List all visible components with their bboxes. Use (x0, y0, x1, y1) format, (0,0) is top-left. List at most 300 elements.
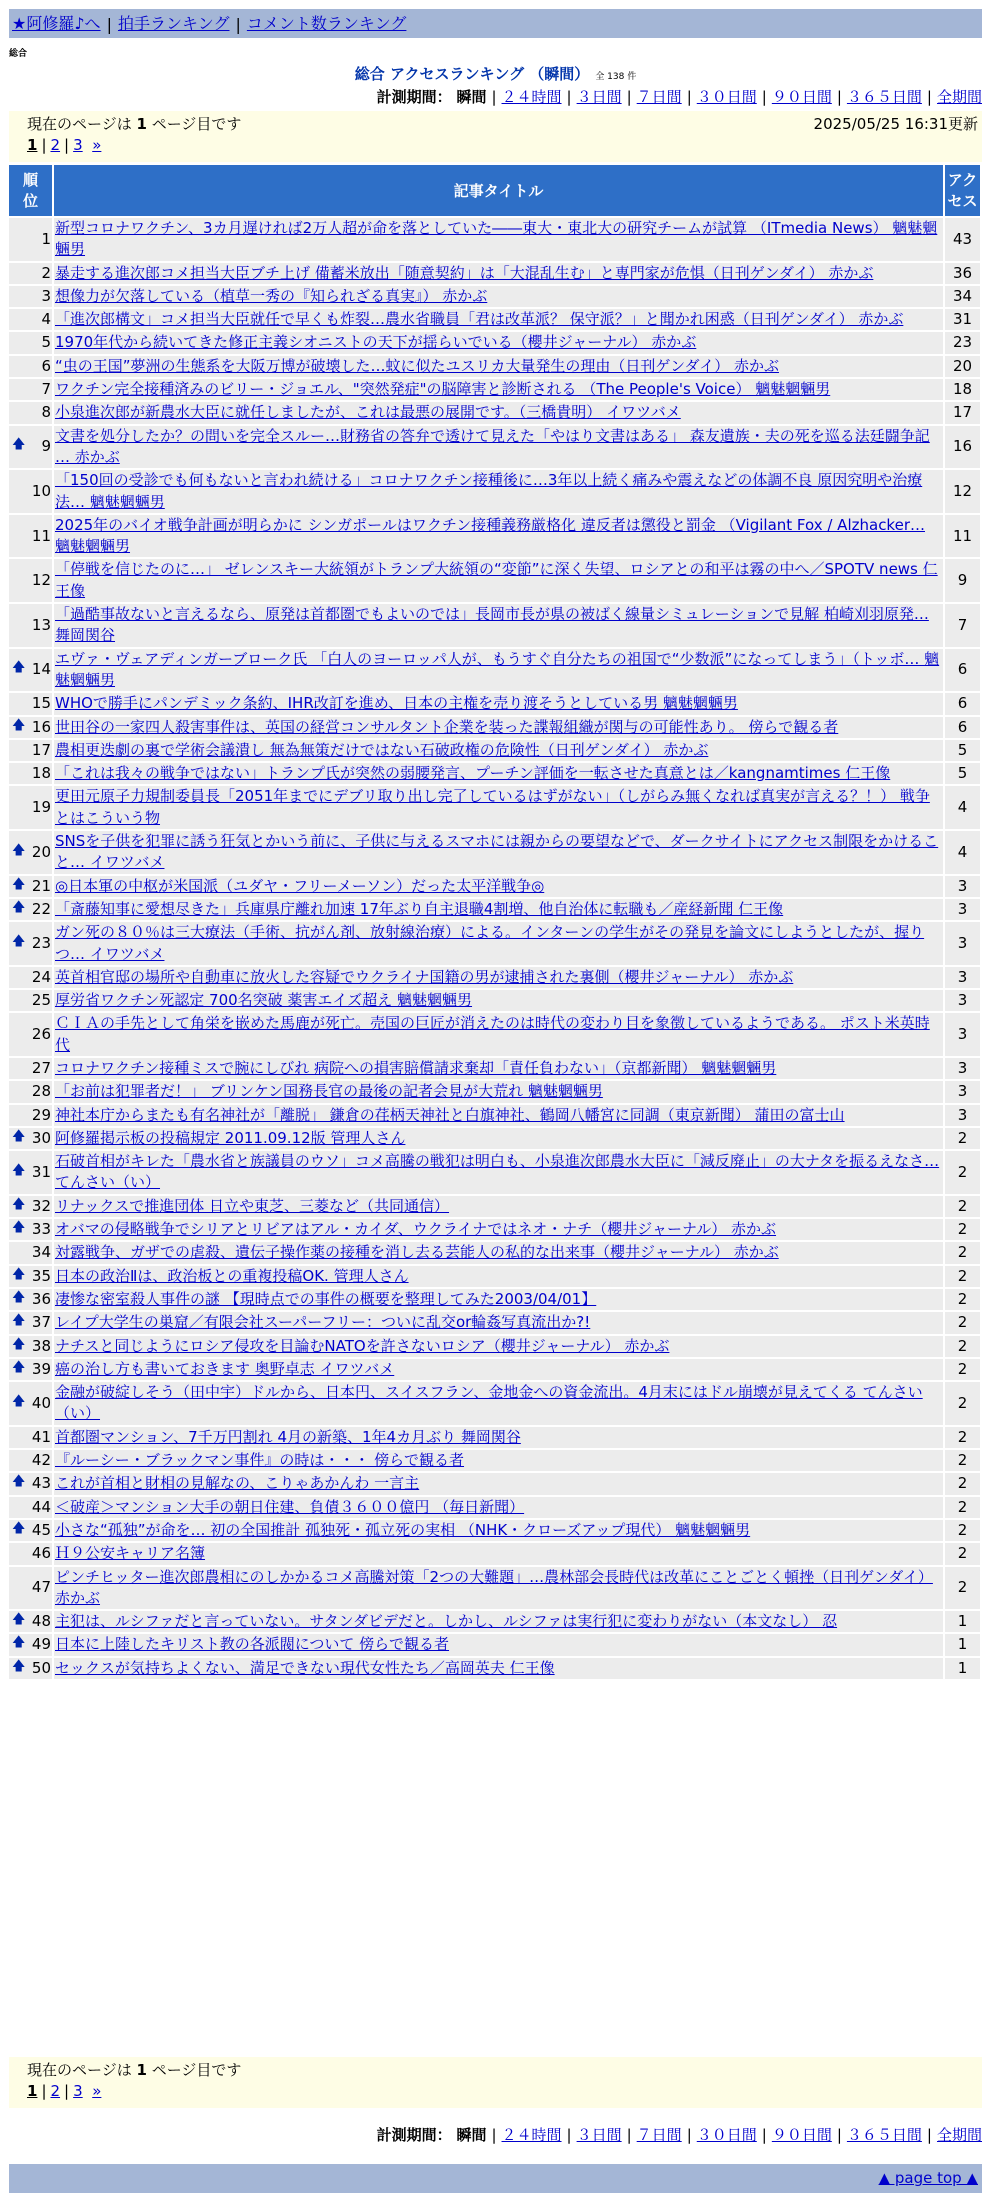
access-count: 2 (945, 1359, 982, 1382)
rank-number: 7 (41, 380, 51, 399)
rank-number: 50 (31, 1658, 51, 1677)
article-link[interactable]: 1970年代から続いてきた修正主義シオニストの天下が揺らいでいる（櫻井ジャーナル） 赤かぶ (55, 333, 697, 352)
rank-number: 3 (41, 286, 51, 305)
rank-number: 13 (31, 615, 51, 634)
title-cell (54, 763, 945, 786)
access-count: 2 (945, 1520, 982, 1543)
table-row (9, 1105, 982, 1128)
rank-number: 19 (31, 798, 51, 817)
article-link[interactable]: 「これは我々の戦争ではない」トランプ氏が突然の弱腰発言、プーチン評価を一転させた真意とは／kangnamtimes 仁王像 (55, 764, 891, 783)
access-count: 2 (945, 1567, 982, 1612)
article-link[interactable]: 2025年のバイオ戦争計画が明らかに シンガポールはワクチン接種義務厳格化 違反者は懲役と罰金 （Vigilant Fox / Alzhacker… 魑魅魍魎男 (55, 515, 925, 556)
title-cell (54, 1266, 945, 1289)
rank-number: 8 (41, 403, 51, 422)
table-row (9, 470, 982, 515)
rank-number: 17 (31, 740, 51, 759)
nav-link-applause-ranking[interactable]: 拍手ランキング (117, 14, 230, 33)
rank-cell (9, 1473, 54, 1496)
title-cell (54, 922, 945, 967)
access-count: 17 (945, 402, 982, 425)
rank-cell (9, 1567, 54, 1612)
article-link[interactable]: 「お前は犯罪者だ！」 ブリンケン国務長官の最後の記者会見が大荒れ 魑魅魍魎男 (55, 1082, 603, 1101)
rank-number: 35 (31, 1266, 51, 1285)
rank-cell (9, 515, 54, 560)
article-link[interactable]: 世田谷の一家四人殺害事件は、英国の経営コンサルタント企業を装った諜報組織が関与の可能性あり。 傍らで観る者 (55, 717, 839, 736)
article-link[interactable]: 「150回の受診でも何もないと言われ続ける」コロナワクチン接種後に…3年以上続く痛みや震えなどの体調不良 原因究明や治療法… 魑魅魍魎男 (55, 471, 923, 511)
title-cell (54, 1058, 945, 1081)
article-link[interactable]: ワクチン完全接種済みのビリー・ジョエル、"突然発症"の脳障害と診断される （The People's Voice） 魑魅魍魎男 (55, 380, 831, 399)
pager-page-3[interactable]: 3 (73, 136, 83, 154)
article-link[interactable]: 小泉進次郎が新農水大臣に就任しましたが、これは最悪の展開です。（三橋貴明） イワツバメ (55, 403, 681, 422)
pager-page-2[interactable]: 2 (50, 2082, 61, 2100)
pager-current: 1 (27, 136, 38, 154)
title-cell (54, 1219, 945, 1242)
table-row (9, 922, 982, 967)
article-link[interactable]: Ｈ９公安キャリア名簿 (55, 1544, 206, 1563)
period-current: 瞬間 (456, 88, 487, 106)
header-access: アクセス (945, 165, 982, 218)
up-arrow-icon: 🡅 (12, 1635, 26, 1651)
rank-number: 2 (41, 263, 51, 282)
rank-cell (9, 1382, 54, 1427)
rank-cell (9, 740, 54, 763)
article-link[interactable]: SNSを子供を犯罪に誘う狂気とかいう前に、子供に与えるスマホには親からの要望などで、ダークサイトにアクセス制限をかけること… イワツバメ (55, 832, 939, 872)
updated-time: 2025/05/25 16:31更新 (813, 115, 978, 133)
title-cell (54, 1634, 945, 1657)
period-90d[interactable]: ９０日間 (771, 2126, 832, 2144)
rank-number: 10 (31, 481, 51, 500)
article-link[interactable]: 小さな“孤独”が命を… 初の全国推計 孤独死・孤立死の実相 （NHK・クローズアップ現代） 魑魅魍魎男 (55, 1520, 751, 1539)
article-link[interactable]: 日本の政治Ⅱは、政治板との重複投稿OK. 管理人さん (55, 1266, 409, 1285)
table-row (9, 1196, 982, 1219)
top-nav: ★阿修羅♪へ | 拍手ランキング | コメント数ランキング (9, 9, 982, 38)
article-link[interactable]: WHOで勝手にパンデミック条約、IHR改訂を進め、日本の主権を売り渡そうとしている男 魑魅魍魎男 (55, 694, 738, 713)
article-link[interactable]: 新型コロナワクチン、3カ月遅ければ2万人超が命を落としていた――東大・東北大の研究チームが試算 （ITmedia News） 魑魅魍魎男 (55, 219, 938, 259)
title-cell (54, 1427, 945, 1450)
rank-number: 46 (31, 1544, 51, 1563)
access-count: 2 (945, 1128, 982, 1151)
table-row (9, 286, 982, 309)
rank-number: 30 (31, 1128, 51, 1147)
article-link[interactable]: 「停戦を信じたのに…」 ゼレンスキー大統領がトランプ大統領の“変節”に深く失望、ロシアとの和平は霧の中へ／SPOTV news 仁王像 (55, 560, 938, 600)
table-row (9, 309, 982, 332)
rank-number: 37 (31, 1313, 51, 1332)
rank-number: 33 (31, 1220, 51, 1239)
table-row (9, 1242, 982, 1265)
access-count: 36 (945, 263, 982, 286)
rank-cell (9, 899, 54, 922)
table-row (9, 1289, 982, 1312)
access-count: 2 (945, 1196, 982, 1219)
up-arrow-icon: 🡅 (12, 1266, 26, 1282)
article-link[interactable]: ◎日本軍の中枢が米国派（ユダヤ・フリーメーソン）だった太平洋戦争◎ (55, 876, 545, 895)
rank-number: 15 (31, 694, 51, 713)
rank-number: 9 (41, 437, 51, 456)
page-top-link[interactable]: ▲ page top ▲ (878, 2169, 978, 2187)
access-count: 3 (945, 967, 982, 990)
up-arrow-icon: 🡅 (12, 1162, 26, 1178)
title-cell (54, 286, 945, 309)
period-3d[interactable]: ３日間 (576, 88, 622, 106)
access-count: 1 (945, 1634, 982, 1657)
table-row (9, 604, 982, 649)
category-tag: 総合 (9, 49, 28, 59)
table-row (9, 1151, 982, 1196)
rank-cell (9, 1151, 54, 1196)
table-row (9, 1543, 982, 1566)
period-all[interactable]: 全期間 (936, 88, 982, 106)
title-cell (54, 876, 945, 899)
article-link[interactable]: 「過酷事故ないと言えるなら、原発は首都圏でもよいのでは」長岡市長が県の被ばく線量シミュレーションで見解 柏崎刈羽原発… 舞岡関谷 (55, 605, 929, 645)
rank-cell (9, 470, 54, 515)
table-row (9, 831, 982, 876)
article-link[interactable]: レイプ大学生の巣窟／有限会社スーパーフリー：ついに乱交or輪姦写真流出か?! (55, 1313, 591, 1332)
table-row (9, 649, 982, 694)
rank-number: 48 (31, 1612, 51, 1631)
article-link[interactable]: 石破首相がキレた「農水省と族議員のウソ」コメ高騰の戦犯は明白も、小泉進次郎農水大臣に「減反廃止」の大ナタを振るえなさ… てんさい（い） (55, 1152, 940, 1192)
up-arrow-icon: 🡅 (12, 1289, 26, 1305)
table-row (9, 1427, 982, 1450)
rank-number: 23 (31, 933, 51, 952)
rank-number: 47 (31, 1578, 51, 1597)
access-count: 3 (945, 876, 982, 899)
rank-cell (9, 1336, 54, 1359)
access-count: 2 (945, 1382, 982, 1427)
title-cell (54, 1013, 945, 1058)
access-count: 2 (945, 1289, 982, 1312)
rank-cell (9, 1219, 54, 1242)
title-cell (54, 717, 945, 740)
rank-cell (9, 1289, 54, 1312)
access-count: 31 (945, 309, 982, 332)
title-cell (54, 1543, 945, 1566)
table-row (9, 717, 982, 740)
title-cell (54, 402, 945, 425)
rank-cell (9, 786, 54, 831)
article-link[interactable]: 金融が破綻しそう（田中宇）ドルから、日本円、スイスフラン、金地金への資金流出。4月末にはドル崩壊が見えてくる てんさい（い） (55, 1383, 923, 1423)
table-row (9, 1336, 982, 1359)
rank-number: 4 (41, 310, 51, 329)
access-count: 3 (945, 990, 982, 1013)
period-selector-top: 計測期間： 瞬間 | ２４時間 | ３日間 | ７日間 | ３０日間 | ９０日間 | ３６５日間 | 全期間 (376, 88, 982, 106)
rank-cell (9, 1081, 54, 1104)
rank-number: 28 (31, 1082, 51, 1101)
rank-cell (9, 286, 54, 309)
article-link[interactable]: 英首相官邸の場所や自動車に放火した容疑でウクライナ国籍の男が逮捕された裏側（櫻井ジャーナル） 赤かぶ (55, 967, 794, 986)
rank-cell (9, 1427, 54, 1450)
rank-number: 21 (31, 876, 51, 895)
access-count: 12 (945, 470, 982, 515)
table-row (9, 1473, 982, 1496)
title-cell (54, 1312, 945, 1335)
up-arrow-icon: 🡅 (12, 1474, 26, 1490)
nav-link-ashura[interactable]: ★阿修羅♪へ (12, 14, 101, 33)
up-arrow-icon: 🡅 (12, 660, 26, 676)
article-link[interactable]: “虫の王国”夢洲の生態系を大阪万博が破壊した…蚊に似たユスリカ大量発生の理由（日刊ゲンダイ） 赤かぶ (55, 356, 779, 375)
footer-bar (9, 2164, 982, 2193)
up-arrow-icon: 🡅 (12, 1128, 26, 1144)
access-count: 3 (945, 1013, 982, 1058)
header-rank: 順位 (9, 165, 54, 218)
title-cell (54, 1289, 945, 1312)
rank-number: 5 (41, 333, 51, 352)
period-365d[interactable]: ３６５日間 (846, 2126, 922, 2144)
rank-cell (9, 1450, 54, 1473)
article-link[interactable]: セックスが気持ちよくない、満足できない現代女性たち／高岡英夫 仁王像 (55, 1658, 555, 1677)
table-row (9, 1450, 982, 1473)
article-link[interactable]: ＣＩＡの手先として角栄を嵌めた馬鹿が死亡。売国の巨匠が消えたのは時代の変わり目を象徴しているようである。 ポスト米英時代 (55, 1014, 930, 1054)
article-link[interactable]: 厚労省ワクチン死認定 700名突破 薬害エイズ超え 魑魅魍魎男 (55, 991, 473, 1010)
up-arrow-icon: 🡅 (12, 1220, 26, 1236)
article-link[interactable]: エヴァ・ヴェアディンガーブローク氏 「白人のヨーロッパ人が、もうすぐ自分たちの祖国で“少数派”になってしまう」（トッボ… 魑魅魍魎男 (55, 649, 940, 689)
page-info-bottom (9, 2057, 982, 2108)
period-selector-bottom: 計測期間： 瞬間 | ２４時間 | ３日間 | ７日間 | ３０日間 | ９０日間 | ３６５日間 | 全期間 (376, 2126, 982, 2144)
table-row (9, 332, 982, 355)
rank-number: 43 (31, 1474, 51, 1493)
access-count: 2 (945, 1219, 982, 1242)
access-count: 23 (945, 332, 982, 355)
article-link[interactable]: 文書を処分したか？の問いを完全スルー…財務省の答弁で透けて見えた「やはり文書はある」 森友遺族・夫の死を巡る法廷闘争記 … 赤かぶ (55, 426, 930, 466)
access-count: 2 (945, 1497, 982, 1520)
article-link[interactable]: ＜破産＞マンション大手の朝日住建、負債３６００億円 （毎日新聞） (55, 1497, 525, 1516)
title-cell (54, 1336, 945, 1359)
rank-number: 25 (31, 991, 51, 1010)
table-row (9, 1520, 982, 1543)
table-row (9, 1497, 982, 1520)
article-link[interactable]: 「斎藤知事に愛想尽きた」兵庫県庁離れ加速 17年ぶり自主退職4割増、他自治体に転職も／産経新聞 仁王像 (55, 899, 784, 918)
period-90d[interactable]: ９０日間 (771, 88, 832, 106)
rank-cell (9, 1312, 54, 1335)
rank-number: 16 (31, 717, 51, 736)
up-arrow-icon: 🡅 (12, 899, 26, 915)
up-arrow-icon: 🡅 (12, 437, 26, 453)
rank-number: 39 (31, 1359, 51, 1378)
period-24h[interactable]: ２４時間 (501, 2126, 562, 2144)
access-count: 3 (945, 1058, 982, 1081)
period-24h[interactable]: ２４時間 (501, 88, 562, 106)
ranking-table (9, 165, 982, 1681)
access-count: 5 (945, 740, 982, 763)
up-arrow-icon: 🡅 (12, 1658, 26, 1674)
rank-number: 36 (31, 1289, 51, 1308)
access-count: 6 (945, 649, 982, 694)
article-link[interactable]: 主犯は、ルシファだと言っていない。サタンダビデだと。しかし、ルシファは実行犯に変わりがない（本文なし） 忍 (55, 1612, 838, 1631)
title-cell (54, 693, 945, 716)
access-count: 2 (945, 1427, 982, 1450)
article-link[interactable]: オバマの侵略戦争でシリアとリビアはアル・カイダ、ウクライナではネオ・ナチ（櫻井ジャーナル） 赤かぶ (55, 1220, 777, 1239)
rank-number: 45 (31, 1520, 51, 1539)
rank-cell (9, 693, 54, 716)
up-arrow-icon: 🡅 (12, 1612, 26, 1628)
rank-cell (9, 649, 54, 694)
article-link[interactable]: 対露戦争、ガザでの虐殺、遺伝子操作薬の接種を消し去る芸能人の私的な出来事（櫻井ジャーナル） 赤かぶ (55, 1243, 779, 1262)
access-count: 2 (945, 1266, 982, 1289)
rank-cell (9, 967, 54, 990)
table-row (9, 1359, 982, 1382)
period-all[interactable]: 全期間 (936, 2126, 982, 2144)
rank-cell (9, 356, 54, 379)
rank-cell (9, 604, 54, 649)
page-status: 現在のページは 1 ページ目です (27, 115, 242, 133)
rank-cell (9, 263, 54, 286)
title-cell (54, 899, 945, 922)
access-count: 2 (945, 1473, 982, 1496)
title-cell (54, 604, 945, 649)
rank-number: 26 (31, 1025, 51, 1044)
access-count: 6 (945, 693, 982, 716)
period-7d[interactable]: ７日間 (636, 88, 682, 106)
article-link[interactable]: コロナワクチン接種ミスで腕にしびれ 病院への損害賠償請求棄却「責任負わない」（京都新聞） 魑魅魍魎男 (55, 1058, 777, 1077)
article-link[interactable]: ピンチヒッター進次郎農相にのしかかるコメ高騰対策「2つの大難題」…農林部会長時代は改革にことごとく頓挫（日刊ゲンダイ） 赤かぶ (55, 1567, 933, 1607)
rank-cell (9, 1242, 54, 1265)
title-cell (54, 1611, 945, 1634)
article-link[interactable]: 首都圏マンション、7千万円割れ 4月の新築、1年4カ月ぶり 舞岡関谷 (55, 1427, 521, 1446)
table-row (9, 693, 982, 716)
table-row (9, 899, 982, 922)
access-count: 1 (945, 1611, 982, 1634)
access-count: 1 (945, 1658, 982, 1681)
access-count: 4 (945, 831, 982, 876)
up-arrow-icon: 🡅 (12, 1520, 26, 1536)
table-row (9, 1013, 982, 1058)
article-link[interactable]: 「進次郎構文」コメ担当大臣就任で早くも炸裂…農水省職員「君は改革派？ 保守派？」と聞かれ困惑（日刊ゲンダイ） 赤かぶ (55, 310, 904, 329)
period-30d[interactable]: ３０日間 (696, 2126, 757, 2144)
page-title: 総合 アクセスランキング （瞬間） (354, 65, 590, 83)
access-count: 20 (945, 356, 982, 379)
title-cell (54, 1242, 945, 1265)
rank-number: 24 (31, 967, 51, 986)
table-row (9, 1312, 982, 1335)
pager-next[interactable]: » (92, 136, 102, 154)
access-count: 34 (945, 286, 982, 309)
page-status-bottom: 現在のページは 1 ページ目です (27, 2061, 242, 2079)
table-row (9, 559, 982, 604)
article-link[interactable]: これが首相と財相の見解なの、こりゃあかんわ 一言主 (55, 1474, 420, 1493)
article-link[interactable]: ガン死の８０％は三大療法（手術、抗がん剤、放射線治療）による。インターンの学生がその発見を論文にしようとしたが、握りつ… イワツバメ (55, 923, 925, 963)
table-row (9, 426, 982, 471)
table-row (9, 1266, 982, 1289)
rank-number: 20 (31, 842, 51, 861)
article-link[interactable]: 神社本庁からまたも有名神社が「離脱」 鎌倉の荏柄天神社と白旗神社、鶴岡八幡宮に同調（東京新聞） 蒲田の富士山 (55, 1105, 845, 1124)
article-link[interactable]: リナックスで推進団体 日立や東芝、三菱など（共同通信） (55, 1196, 450, 1215)
up-arrow-icon: 🡅 (12, 933, 26, 949)
up-arrow-icon: 🡅 (12, 876, 26, 892)
rank-number: 1 (41, 229, 51, 248)
rank-cell (9, 1013, 54, 1058)
access-count: 3 (945, 922, 982, 967)
rank-cell (9, 1058, 54, 1081)
title-cell (54, 1382, 945, 1427)
access-count: 4 (945, 786, 982, 831)
title-cell (54, 1128, 945, 1151)
nav-link-comment-ranking[interactable]: コメント数ランキング (246, 14, 407, 33)
pager-page-2[interactable]: 2 (50, 136, 61, 154)
up-arrow-icon: 🡅 (12, 1196, 26, 1212)
title-cell (54, 1658, 945, 1681)
rank-cell (9, 1128, 54, 1151)
article-link[interactable]: ナチスと同じようにロシア侵攻を目論むNATOを許さないロシア（櫻井ジャーナル） 赤かぶ (55, 1336, 670, 1355)
article-link[interactable]: 凄惨な密室殺人事件の謎 【現時点での事件の概要を整理してみた2003/04/01】 (55, 1289, 597, 1308)
rank-cell (9, 1196, 54, 1219)
title-cell (54, 379, 945, 402)
period-3d[interactable]: ３日間 (576, 2126, 622, 2144)
article-link[interactable]: 『ルーシー・ブラックマン事件』の時は・・・ 傍らで観る者 (55, 1451, 465, 1470)
access-count: 2 (945, 1151, 982, 1196)
up-arrow-icon: 🡅 (12, 1393, 26, 1409)
article-link[interactable]: 暴走する進次郎コメ担当大臣ブチ上げ 備蓄米放出「随意契約」は「大混乱生む」と専門家が危惧（日刊ゲンダイ） 赤かぶ (55, 263, 874, 282)
title-cell (54, 740, 945, 763)
article-link[interactable]: 想像力が欠落している（植草一秀の『知られざる真実』） 赤かぶ (55, 286, 488, 305)
article-link[interactable]: 日本に上陸したキリスト教の各派閥について 傍らで観る者 (55, 1635, 450, 1654)
rank-cell (9, 1634, 54, 1657)
title-cell (54, 263, 945, 286)
title-cell (54, 786, 945, 831)
up-arrow-icon: 🡅 (12, 1359, 26, 1375)
access-count: 3 (945, 1081, 982, 1104)
title-cell (54, 1151, 945, 1196)
table-row (9, 1128, 982, 1151)
rank-number: 27 (31, 1058, 51, 1077)
access-count: 2 (945, 1336, 982, 1359)
table-row (9, 1634, 982, 1657)
rank-number: 31 (31, 1162, 51, 1181)
up-arrow-icon: 🡅 (12, 717, 26, 733)
rank-number: 14 (31, 660, 51, 679)
period-365d[interactable]: ３６５日間 (846, 88, 922, 106)
pager-page-3[interactable]: 3 (73, 2082, 83, 2100)
table-row (9, 1658, 982, 1681)
rank-number: 49 (31, 1635, 51, 1654)
rank-cell (9, 1611, 54, 1634)
article-link[interactable]: 癌の治し方も書いておきます 奥野卓志 イワツバメ (55, 1359, 395, 1378)
table-row (9, 379, 982, 402)
rank-cell (9, 559, 54, 604)
article-link[interactable]: 農相更迭劇の裏で学術会議潰し 無為無策だけではない石破政権の危険性（日刊ゲンダイ） 赤かぶ (55, 740, 709, 759)
ranking-title (0, 63, 991, 84)
up-arrow-icon: 🡅 (12, 1336, 26, 1352)
title-cell (54, 990, 945, 1013)
article-link[interactable]: 阿修羅掲示板の投稿規定 2011.09.12版 管理人さん (55, 1128, 406, 1147)
access-count: 2 (945, 1543, 982, 1566)
access-count: 9 (945, 559, 982, 604)
article-link[interactable]: 更田元原子力規制委員長「2051年までにデブリ取り出し完了しているはずがない」（しがらみ無くなれば真実が言える？！） 戦争とはこういう物 (55, 787, 930, 827)
rank-cell (9, 922, 54, 967)
access-count: 3 (945, 899, 982, 922)
rank-cell (9, 990, 54, 1013)
access-count: 3 (945, 1105, 982, 1128)
title-cell (54, 1520, 945, 1543)
rank-cell (9, 218, 54, 263)
period-7d[interactable]: ７日間 (636, 2126, 682, 2144)
title-cell (54, 309, 945, 332)
up-arrow-icon: 🡅 (12, 1313, 26, 1329)
rank-cell (9, 309, 54, 332)
access-count: 43 (945, 218, 982, 263)
rank-cell (9, 831, 54, 876)
access-count: 2 (945, 1242, 982, 1265)
up-arrow-icon: 🡅 (12, 842, 26, 858)
title-cell (54, 1567, 945, 1612)
pager-next[interactable]: » (92, 2082, 102, 2100)
table-row (9, 1081, 982, 1104)
title-cell (54, 470, 945, 515)
title-cell (54, 831, 945, 876)
table-row (9, 990, 982, 1013)
period-30d[interactable]: ３０日間 (696, 88, 757, 106)
title-cell (54, 1473, 945, 1496)
header-title: 記事タイトル (54, 165, 945, 218)
title-cell (54, 356, 945, 379)
